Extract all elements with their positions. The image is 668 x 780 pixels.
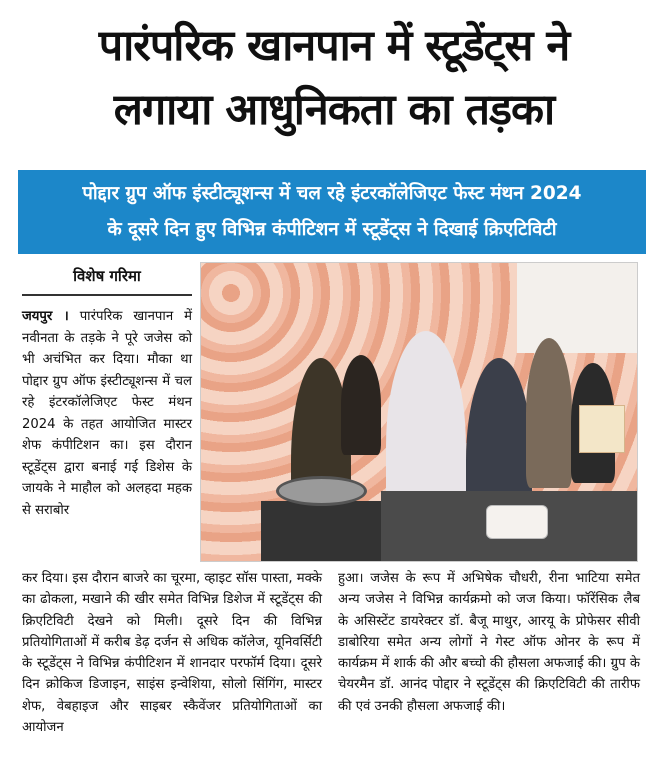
subheadline-line-1: पोद्दार ग्रुप ऑफ इंस्टीट्यूशन्स में चल रहे इंटरकॉलेजिएट फेस्ट मंथन 2024 bbox=[82, 183, 582, 204]
stove bbox=[261, 501, 381, 561]
tent-background bbox=[517, 263, 637, 353]
headline-line-2: लगाया आधुनिकता का तड़का bbox=[113, 85, 555, 135]
article-column-bottom-left: कर दिया। इस दौरान बाजरे का चूरमा, व्हाइट सॉस पास्ता, मक्के का ढोकला, मखाने की खीर समेत विभिन्न डिशेज में स्टूडेंट्स की क्रिएटिविटी देखने को मिली। दूसरे दिन की विभिन्न प्रतियोगिताओं में करीब डेढ़ दर्जन से अधिक कॉलेज, यूनिवर्सिटी के स्टूडेंट्स ने विभिन्न कंपीटिशन में शानदार परफॉर्म दिया। दूसरे दिन क्रोकिज डिजाइन, साइंस इन्वेशिया, सोलो सिंगिंग, मास्टर शेफ, वेबहाइज और साइबर स्कैवेंजर प्रतियोगिताओं का आयोजन bbox=[22, 571, 322, 736]
headline bbox=[0, 14, 668, 142]
headline-line-1: पारंपरिक खानपान में स्टूडेंट्स ने bbox=[98, 21, 570, 71]
dateline: जयपुर । bbox=[22, 309, 69, 324]
byline-divider bbox=[22, 294, 192, 296]
food-container bbox=[486, 505, 548, 539]
article-column-bottom-right: हुआ। जजेस के रूप में अभिषेक चौधरी, रीना भाटिया समेत अन्य जजेस ने विभिन्न कार्यक्रमो को जज किया। फॉरेंसिक लैब के असिस्टेंट डायरेक्टर डॉ. बैजू माथुर, आरयू के प्रोफेसर सीवी डाबोरिया समेत अन्य लोगों ने गेस्ट ऑफ ओनर के रूप में कार्यक्रम में शार्क की और बच्चो की हौसला अफजाई की। ग्रुप के चेयरमैन डॉ. आनंद पोद्दार ने स्टूडेंट्स की क्रिएटिविटी की तारीफ की एवं उनकी हौसला अफजाई की। bbox=[338, 571, 640, 714]
article-column-left bbox=[22, 306, 192, 521]
student-figure bbox=[341, 355, 381, 455]
paper-bag bbox=[579, 405, 625, 453]
subheadline-line-2: के दूसरे दिन हुए विभिन्न कंपीटिशन में स्टूडेंट्स ने दिखाई क्रिएटिविटी bbox=[107, 219, 557, 240]
subheadline-banner bbox=[18, 170, 646, 254]
frying-pan bbox=[276, 476, 367, 506]
cooking-competition-photo bbox=[200, 262, 638, 562]
byline: विशेष गरिमा bbox=[73, 267, 141, 285]
article-text-left: पारंपरिक खानपान में नवीनता के तड़के ने पूरे जजेस को भी अचंभित कर दिया। मौका था पोद्दार ग्रुप ऑफ इंस्टीट्यूशन्स में चल रहे इंटरकॉलेजिएट फेस्ट मंथन 2024 के तहत आयोजित मास्टर शेफ कंपीटिशन का। इस दौरान स्टूडेंट्स द्वारा बनाई गई डिशेस के जायके ने माहौल को अलहदा महक से सराबोर bbox=[22, 309, 192, 518]
student-figure bbox=[526, 338, 572, 488]
